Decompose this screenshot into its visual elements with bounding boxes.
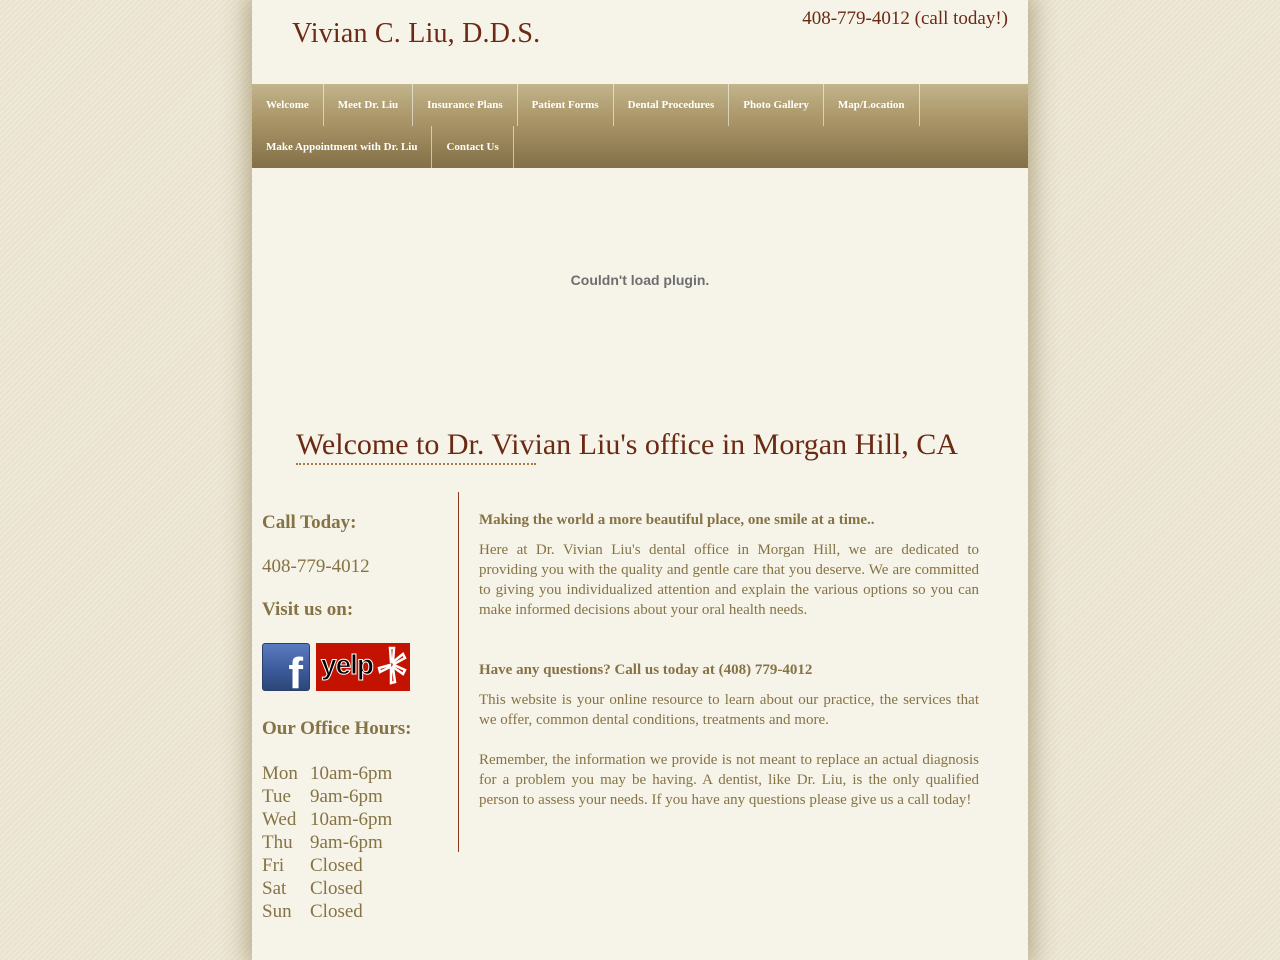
nav-item-make-appointment[interactable]: Make Appointment with Dr. Liu	[252, 126, 432, 168]
hours-row-sun	[262, 900, 392, 923]
nav-item-map-location[interactable]: Map/Location	[824, 84, 920, 126]
hours-day: Sat	[262, 878, 287, 899]
nav-item-dental-procedures[interactable]: Dental Procedures	[614, 84, 730, 126]
hours-time: 10am-6pm	[310, 763, 393, 784]
hours-row-thu	[262, 831, 392, 854]
nav-row-2	[252, 126, 514, 168]
hours-time: Closed	[310, 901, 363, 922]
nav-item-contact-us[interactable]: Contact Us	[432, 126, 513, 168]
hours-row-tue	[262, 785, 392, 808]
yelp-burst-icon	[377, 646, 407, 686]
hours-row-sat	[262, 877, 392, 900]
tagline: Making the world a more beautiful place, one smile at a time..	[479, 512, 875, 528]
site-title[interactable]: Vivian C. Liu, D.D.S.	[292, 18, 541, 49]
hours-time: 9am-6pm	[310, 786, 383, 807]
main-nav	[252, 84, 1028, 168]
facebook-logo-letter: f	[288, 649, 303, 691]
heading-underline-divider	[296, 463, 536, 465]
nav-item-welcome[interactable]: Welcome	[252, 84, 324, 126]
hours-row-wed	[262, 808, 392, 831]
page-container	[252, 0, 1028, 960]
hours-day: Mon	[262, 763, 298, 784]
remember-paragraph: Remember, the information we provide is not meant to replace an actual diagnosis for a problem you may be having. A dentist, like Dr. Liu, is the only qualified person to assess your needs. If you have any questions please give us a call today!	[479, 752, 979, 808]
social-links	[262, 643, 410, 691]
nav-item-meet-dr-liu[interactable]: Meet Dr. Liu	[324, 84, 413, 126]
hours-time: Closed	[310, 878, 363, 899]
sidebar-phone: 408-779-4012	[262, 556, 370, 577]
main-content	[479, 510, 979, 810]
column-divider	[458, 492, 459, 852]
hours-day: Fri	[262, 855, 285, 876]
nav-item-insurance-plans[interactable]: Insurance Plans	[413, 84, 518, 126]
hours-time: Closed	[310, 855, 363, 876]
welcome-heading: Welcome to Dr. Vivian Liu's office in Morgan Hill, CA	[296, 428, 958, 461]
nav-item-patient-forms[interactable]: Patient Forms	[518, 84, 614, 126]
hours-day: Sun	[262, 901, 292, 922]
office-hours-list	[262, 762, 392, 923]
intro-paragraph: Here at Dr. Vivian Liu's dental office in Morgan Hill, we are dedicated to providing you with the quality and gentle care that you deserve. We are committed to giving you individualized attention and explain the various options so you can make informed decisions about your oral health needs.	[479, 542, 979, 618]
visit-us-heading: Visit us on:	[262, 599, 354, 620]
office-hours-heading: Our Office Hours:	[262, 718, 412, 739]
hours-day: Wed	[262, 809, 297, 830]
hours-day: Tue	[262, 786, 291, 807]
facebook-icon[interactable]	[262, 643, 310, 691]
nav-row-1	[252, 84, 920, 126]
header-phone: 408-779-4012 (call today!)	[802, 8, 1008, 29]
resource-paragraph: This website is your online resource to learn about our practice, the services that we offer, common dental conditions, treatments and more.	[479, 692, 979, 728]
questions-line: Have any questions? Call us today at (408) 779-4012	[479, 662, 813, 678]
nav-item-photo-gallery[interactable]: Photo Gallery	[729, 84, 824, 126]
hours-row-fri	[262, 854, 392, 877]
yelp-icon[interactable]	[316, 643, 410, 691]
hours-time: 9am-6pm	[310, 832, 383, 853]
plugin-error-message: Couldn't load plugin.	[570, 272, 710, 288]
yelp-logo-text: yelp	[321, 649, 374, 680]
call-today-heading: Call Today:	[262, 512, 357, 533]
hours-day: Thu	[262, 832, 293, 853]
hours-time: 10am-6pm	[310, 809, 393, 830]
hours-row-mon	[262, 762, 392, 785]
